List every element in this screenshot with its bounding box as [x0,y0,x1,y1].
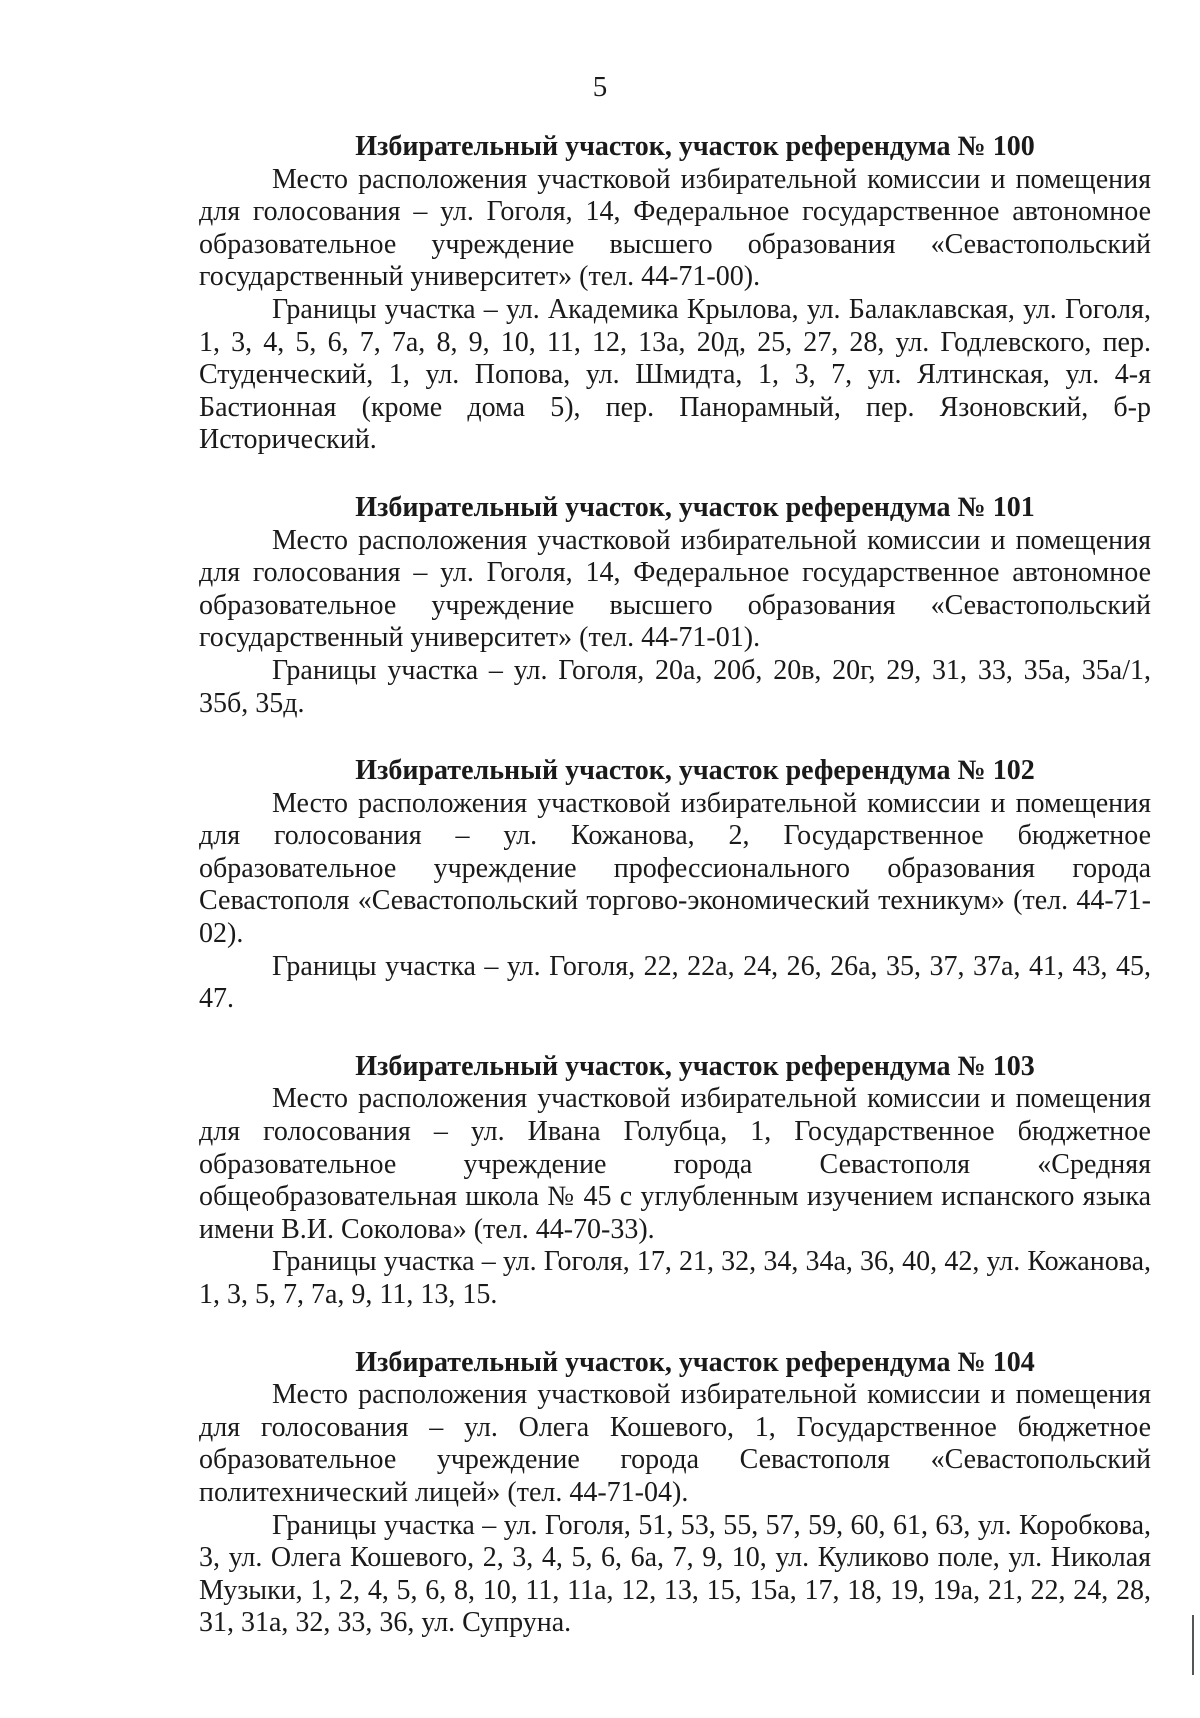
precinct-section-103 [199,1051,1151,1312]
section-title: Избирательный участок, участок референдума № 101 [355,491,1035,523]
precinct-section-104 [199,1347,1151,1640]
scan-edge-mark [1192,1615,1194,1675]
location-paragraph: Место расположения участковой избирательной комиссии и помещения для голосования – ул. Гоголя, 14, Федеральное государственное автономное образовательное учреждение высшего образования «Севастопольский государственный университет» (тел. 44-71-00). [199,163,1151,293]
section-title: Избирательный участок, участок референдума № 100 [355,131,1035,162]
borders-paragraph: Границы участка – ул. Академика Крылова, ул. Балаклавская, ул. Гоголя, 1, 3, 4, 5, 6, 7, 7а, 8, 9, 10, 11, 12, 13а, 20д, 25, 27, 28, ул. Годлевского, пер. Студенческий, 1, ул. Попова, ул. Шмидта, 1, 3, 7, ул. Ялтинская, ул. 4-я Бастионная (кроме дома 5), пер. Панорамный, пер. Язоновский, б-р Исторический. [199,293,1151,456]
location-paragraph: Место расположения участковой избирательной комиссии и помещения для голосования – ул. Ивана Голубца, 1, Государственное бюджетное образовательное учреждение города Севастополя «Средняя общеобразовательная школа № 45 с углубленным изучением испанского языка имени В.И. Соколова» (тел. 44-70-33). [199,1083,1151,1245]
location-paragraph: Место расположения участковой избирательной комиссии и помещения для голосования – ул. Кожанова, 2, Государственное бюджетное образовательное учреждение профессионального образования города Севастополя «Севастопольский торгово-экономический техникум» (тел. 44-71-02). [199,787,1151,950]
section-title: Избирательный участок, участок референдума № 104 [355,1346,1035,1378]
precinct-section-101 [199,492,1151,720]
document-body [199,131,1151,1675]
section-title: Избирательный участок, участок референдума № 102 [355,755,1035,787]
section-title: Избирательный участок, участок референдума № 103 [355,1050,1035,1082]
precinct-section-102 [199,755,1151,1016]
location-paragraph: Место расположения участковой избирательной комиссии и помещения для голосования – ул. Олега Кошевого, 1, Государственное бюджетное образовательное учреждение города Севастополя «Севастопольский политехнический лицей» (тел. 44-71-04). [199,1379,1151,1508]
location-paragraph: Место расположения участковой избирательной комиссии и помещения для голосования – ул. Гоголя, 14, Федеральное государственное автономное образовательное учреждение высшего образования «Севастопольский государственный университет» (тел. 44-71-01). [199,524,1151,654]
precinct-section-100 [199,131,1151,457]
borders-paragraph: Границы участка – ул. Гоголя, 20а, 20б, 20в, 20г, 29, 31, 33, 35а, 35а/1, 35б, 35д. [199,654,1151,719]
borders-paragraph: Границы участка – ул. Гоголя, 22, 22а, 24, 26, 26а, 35, 37, 37а, 41, 43, 45, 47. [199,950,1151,1015]
borders-paragraph: Границы участка – ул. Гоголя, 51, 53, 55, 57, 59, 60, 61, 63, ул. Коробкова, 3, ул. Олега Кошевого, 2, 3, 4, 5, 6, 6а, 7, 9, 10, ул. Куликово поле, ул. Николая Музыки, 1, 2, 4, 5, 6, 8, 10, 11, 11а, 12, 13, 15, 15а, 17, 18, 19, 19а, 21, 22, 24, 28, 31, 31а, 32, 33, 36, ул. Супруна. [199,1509,1151,1639]
page-number: 5 [592,71,608,103]
borders-paragraph: Границы участка – ул. Гоголя, 17, 21, 32, 34, 34а, 36, 40, 42, ул. Кожанова, 1, 3, 5, 7, 7а, 9, 11, 13, 15. [199,1246,1151,1310]
